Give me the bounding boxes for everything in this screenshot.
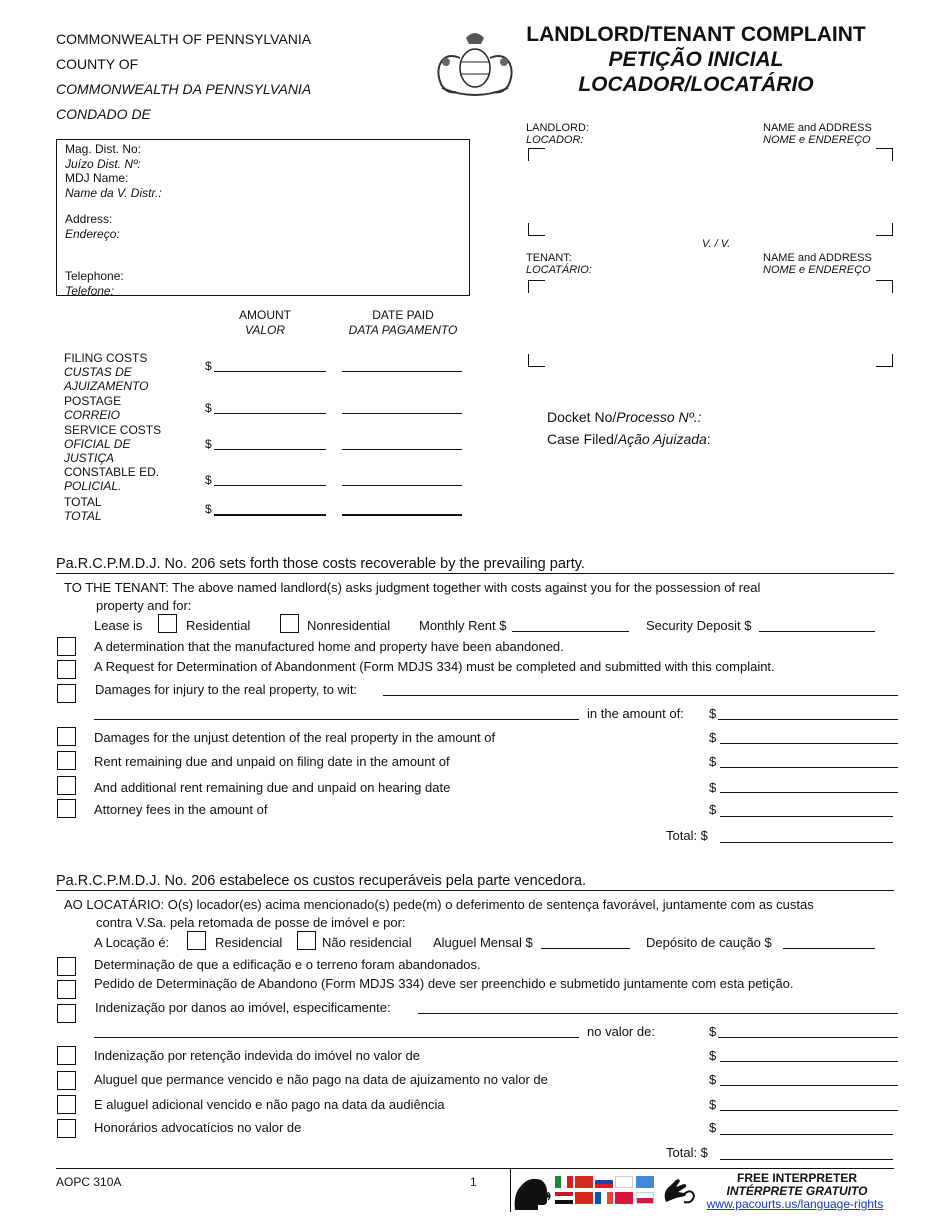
mdj-name-label: MDJ Name: (65, 171, 129, 185)
telephone-label-pt: Telefone: (65, 283, 114, 298)
pennsylvania-seal-icon (432, 28, 518, 100)
currency-sign: $ (205, 502, 212, 516)
title-pt-1: PETIÇÃO INICIAL (608, 48, 784, 71)
sign-language-icon (660, 1176, 696, 1206)
currency-sign: $ (709, 1048, 717, 1063)
cost-label-pt: POLICIAL. (64, 479, 122, 493)
damages-amount-field[interactable] (718, 719, 898, 720)
page-number: 1 (470, 1175, 477, 1189)
county-pt: CONDADO DE (56, 106, 151, 122)
abandonment-request-checkbox-pt[interactable] (57, 980, 76, 999)
currency-sign: $ (205, 359, 212, 373)
unjust-detention-label-pt: Indenização por retenção indevida do imóvel no valor de (94, 1048, 420, 1063)
postage-amount-field[interactable] (214, 413, 326, 414)
abandonment-request-label-pt: Pedido de Determinação de Abandono (Form MDJS 334) deve ser preenchido e submetido juntamente com esta petição. (94, 976, 794, 991)
in-amount-label-pt: no valor de: (587, 1024, 655, 1039)
jurisdiction-en: COMMONWEALTH OF PENNSYLVANIA (56, 31, 312, 47)
constable-label (64, 465, 159, 493)
form-id: AOPC 310A (56, 1175, 122, 1189)
postage-date-field[interactable] (342, 413, 462, 414)
security-deposit-field[interactable] (759, 631, 875, 632)
total-date-field[interactable] (342, 514, 462, 516)
rent-due-filing-checkbox-pt[interactable] (57, 1071, 76, 1090)
monthly-rent-label-pt: Aluguel Mensal $ (433, 935, 533, 950)
currency-sign: $ (205, 437, 212, 451)
unjust-detention-checkbox[interactable] (57, 727, 76, 746)
english-intro-line2: property and for: (96, 598, 192, 613)
nonresidential-checkbox-pt[interactable] (297, 931, 316, 950)
docket-label-pt: Processo Nº.: (616, 409, 702, 425)
landlord-label (526, 122, 589, 146)
form-title (518, 22, 874, 97)
egypt-flag-icon (555, 1192, 573, 1204)
total-label-pt: Total: $ (666, 1145, 708, 1160)
filed-label-en: Case Filed/ (547, 431, 618, 447)
residential-checkbox-pt[interactable] (187, 931, 206, 950)
damages-amount-field-pt[interactable] (718, 1037, 898, 1038)
portuguese-intro-line2: contra V.Sa. pela retomada de posse de imóvel e por: (96, 915, 406, 930)
address-label-pt: Endereço: (65, 226, 120, 241)
damages-injury-label-pt: Indenização por danos ao imóvel, especificamente: (95, 1000, 391, 1015)
portuguese-section-heading: Pa.R.C.P.M.D.J. No. 206 estabelece os custos recuperáveis pela parte vencedora. (56, 873, 587, 889)
rent-due-hearing-label: And additional rent remaining due and unpaid on hearing date (94, 780, 451, 795)
attorney-fees-checkbox-pt[interactable] (57, 1119, 76, 1138)
rent-due-filing-amount-field[interactable] (720, 767, 898, 768)
address-label: Address: (65, 212, 113, 226)
nonresidential-checkbox[interactable] (280, 614, 299, 633)
monthly-rent-field[interactable] (512, 631, 629, 632)
portuguese-intro-line1: AO LOCATÁRIO: O(s) locador(es) acima mencionado(s) pede(m) o deferimento de sentença favorável, juntamente com as custas (64, 897, 814, 912)
tenant-label (526, 252, 592, 276)
abandonment-label: A determination that the manufactured home and property have been abandoned. (94, 639, 564, 654)
total-amount-field[interactable] (214, 514, 326, 516)
interpreter-notice-pt: INTÉRPRETE GRATUITO (726, 1184, 868, 1198)
filed-label-pt: Ação Ajuizada (617, 431, 707, 447)
currency-sign: $ (709, 1097, 717, 1112)
telephone-label: Telephone: (65, 269, 124, 283)
france-flag-icon (595, 1192, 613, 1204)
mexico-flag-icon (555, 1176, 573, 1188)
total-amount-input-pt[interactable] (720, 1159, 893, 1160)
service-date-field[interactable] (342, 449, 462, 450)
service-amount-field[interactable] (214, 449, 326, 450)
nonresidential-label-pt: Não residencial (322, 935, 412, 950)
currency-sign: $ (709, 730, 717, 745)
total-label: Total: $ (666, 828, 708, 843)
rent-due-hearing-checkbox[interactable] (57, 776, 76, 795)
constable-date-field[interactable] (342, 485, 462, 486)
poland-flag-icon (636, 1192, 654, 1204)
cost-label-en: SERVICE COSTS (64, 423, 162, 437)
mag-dist-label: Mag. Dist. No: (65, 142, 142, 156)
monthly-rent-label: Monthly Rent $ (419, 618, 507, 633)
monthly-rent-field-pt[interactable] (541, 948, 630, 949)
damages-injury-label: Damages for injury to the real property, to wit: (95, 682, 358, 697)
title-pt-2: LOCADOR/LOCATÁRIO (578, 73, 814, 96)
docket-number-label (547, 409, 702, 425)
rent-due-filing-label: Rent remaining due and unpaid on filing date in the amount of (94, 754, 450, 769)
amount-header (220, 308, 310, 338)
interpreter-notice (702, 1172, 892, 1198)
damages-description-field[interactable] (383, 695, 898, 696)
rent-due-filing-label-pt: Aluguel que permance vencido e não pago na data de ajuizamento no valor de (94, 1072, 548, 1087)
mdj-name-label-pt: Name da V. Distr.: (65, 185, 162, 200)
landlord-name-address-label (763, 122, 872, 146)
damages-description-field-pt[interactable] (418, 1013, 898, 1014)
service-costs-label (64, 423, 161, 465)
name-address-en: NAME and ADDRESS (763, 122, 872, 134)
rent-due-hearing-label-pt: E aluguel adicional vencido e não pago na data da audiência (94, 1097, 445, 1112)
total-amount-input[interactable] (720, 842, 893, 843)
currency-sign: $ (709, 754, 717, 769)
currency-sign: $ (205, 473, 212, 487)
cost-label-pt: OFICIAL DE (64, 437, 131, 451)
case-filed-label: Case Filed/Ação Ajuizada: (547, 431, 711, 447)
damages-description-field-2[interactable] (94, 719, 579, 720)
residential-label: Residential (186, 618, 251, 633)
residential-checkbox[interactable] (158, 614, 177, 633)
date-paid-header-en: DATE PAID (372, 308, 434, 322)
jurisdiction-pt: COMMONWEALTH DA PENNSYLVANIA (56, 81, 312, 97)
versus-label: V. / V. (702, 238, 731, 250)
english-section-heading: Pa.R.C.P.M.D.J. No. 206 sets forth those costs recoverable by the prevailing party. (56, 556, 585, 572)
cost-label-en: FILING COSTS (64, 351, 148, 365)
date-paid-header (338, 308, 468, 338)
landlord-label-pt: LOCADOR: (526, 134, 584, 146)
unjust-detention-amount-field[interactable] (720, 743, 898, 744)
court-info-box (56, 139, 470, 296)
korea-flag-icon (615, 1176, 633, 1188)
cost-label-pt: TOTAL (64, 509, 102, 523)
cost-label-pt: JUSTIÇA (64, 451, 115, 465)
abandonment-request-label: A Request for Determination of Abandonment (Form MDJS 334) must be completed and submitted with this complaint. (94, 659, 775, 674)
attorney-fees-label-pt: Honorários advocatícios no valor de (94, 1120, 302, 1135)
tenant-name-address-field[interactable] (528, 282, 892, 366)
total-costs-label (64, 495, 102, 523)
security-deposit-label: Security Deposit $ (646, 618, 752, 633)
rent-due-filing-amount-field-pt[interactable] (720, 1085, 898, 1086)
currency-sign: $ (709, 1024, 717, 1039)
attorney-fees-label: Attorney fees in the amount of (94, 802, 268, 817)
tenant-label-pt: LOCATÁRIO: (526, 264, 592, 276)
damages-injury-checkbox[interactable] (57, 684, 76, 703)
postage-label (64, 394, 121, 422)
docket-label-en: Docket No/ (547, 409, 617, 425)
china-flag-icon (575, 1176, 593, 1188)
name-address-en: NAME and ADDRESS (763, 252, 872, 264)
russia-flag-icon (595, 1176, 613, 1188)
amount-header-pt: VALOR (244, 323, 286, 337)
unjust-detention-checkbox-pt[interactable] (57, 1046, 76, 1065)
header-jurisdiction (56, 27, 311, 127)
vietnam-flag-icon (575, 1192, 593, 1204)
rent-due-hearing-amount-field[interactable] (720, 792, 898, 793)
date-paid-header-pt: DATA PAGAMENTO (348, 323, 458, 337)
county-en: COUNTY OF (56, 56, 139, 72)
cost-label-en: CONSTABLE ED. (64, 465, 160, 479)
rent-due-hearing-checkbox-pt[interactable] (57, 1095, 76, 1114)
abandonment-request-checkbox[interactable] (57, 660, 76, 679)
english-intro-line1: TO THE TENANT: The above named landlord(s) asks judgment together with costs against you for the possession of real (64, 580, 761, 595)
residential-label-pt: Residencial (215, 935, 283, 950)
attorney-fees-amount-field-pt[interactable] (720, 1134, 893, 1135)
rent-due-filing-checkbox[interactable] (57, 751, 76, 770)
unjust-detention-label: Damages for the unjust detention of the real property in the amount of (94, 730, 496, 745)
cost-label-pt: AJUIZAMENTO (64, 379, 149, 393)
language-rights-link[interactable]: www.pacourts.us/language-rights (706, 1197, 884, 1211)
filing-costs-label (64, 351, 148, 393)
landlord-name-address-field[interactable] (528, 150, 892, 234)
security-deposit-label-pt: Depósito de caução $ (646, 935, 772, 950)
attorney-fees-checkbox[interactable] (57, 799, 76, 818)
title-en: LANDLORD/TENANT COMPLAINT (526, 23, 866, 46)
nonresidential-label: Nonresidential (307, 618, 391, 633)
currency-sign: $ (709, 706, 717, 721)
speaking-head-icon (511, 1172, 553, 1212)
somalia-flag-icon (636, 1176, 654, 1188)
cost-label-pt: CORREIO (64, 408, 121, 422)
abandonment-checkbox[interactable] (57, 637, 76, 656)
currency-sign: $ (709, 802, 717, 817)
cost-label-pt: CUSTAS DE (64, 365, 132, 379)
currency-sign: $ (709, 1072, 717, 1087)
cost-label-en: POSTAGE (64, 394, 122, 408)
landlord-label-en: LANDLORD: (526, 122, 589, 134)
name-address-pt: NOME e ENDEREÇO (763, 264, 871, 276)
section-divider (56, 573, 894, 574)
currency-sign: $ (709, 1120, 717, 1135)
security-deposit-field-pt[interactable] (783, 948, 875, 949)
abandonment-checkbox-pt[interactable] (57, 957, 76, 976)
in-amount-label: in the amount of: (587, 706, 684, 721)
section-divider (56, 890, 894, 891)
filing-amount-field[interactable] (214, 371, 326, 372)
constable-amount-field[interactable] (214, 485, 326, 486)
lease-is-label-pt: A Locação é: (94, 935, 170, 950)
abandonment-label-pt: Determinação de que a edificação e o terreno foram abandonados. (94, 957, 481, 972)
tenant-name-address-label (763, 252, 872, 276)
name-address-pt: NOME e ENDEREÇO (763, 134, 871, 146)
rent-due-hearing-amount-field-pt[interactable] (720, 1110, 898, 1111)
amount-header-en: AMOUNT (239, 308, 291, 322)
damages-injury-checkbox-pt[interactable] (57, 1004, 76, 1023)
attorney-fees-amount-field[interactable] (720, 816, 893, 817)
unjust-detention-amount-field-pt[interactable] (720, 1061, 898, 1062)
damages-description-field-pt-2[interactable] (94, 1037, 579, 1038)
filing-date-field[interactable] (342, 371, 462, 372)
interpreter-notice-en: FREE INTERPRETER (736, 1171, 857, 1185)
currency-sign: $ (205, 401, 212, 415)
currency-sign: $ (709, 780, 717, 795)
nepal-flag-icon (615, 1192, 633, 1204)
mag-dist-label-pt: Juízo Dist. Nº: (65, 156, 141, 171)
lease-is-label: Lease is (94, 618, 143, 633)
footer-divider (56, 1168, 894, 1169)
tenant-label-en: TENANT: (526, 252, 572, 264)
cost-label-en: TOTAL (64, 495, 102, 509)
